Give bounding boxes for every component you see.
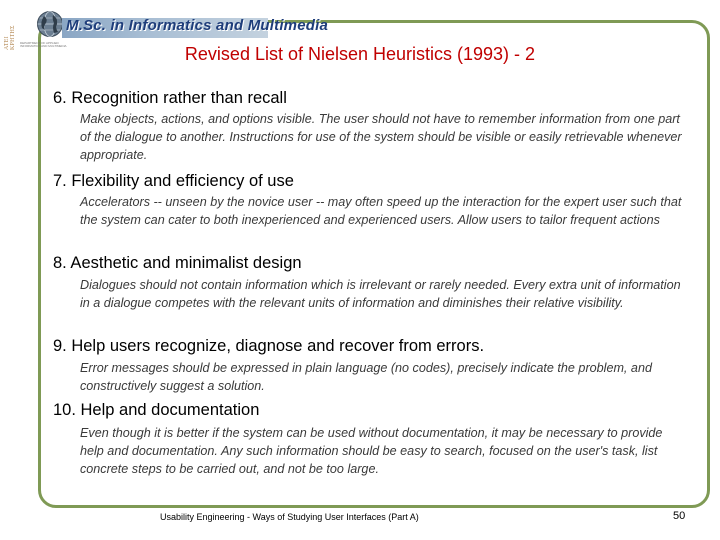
globe-icon (36, 10, 64, 38)
heuristic-9-heading: 9. Help users recognize, diagnose and recover from errors. (53, 337, 485, 355)
logo-title: M.Sc. in Informatics and Multimedia (66, 17, 329, 34)
page-number: 50 (673, 510, 686, 522)
logo (4, 6, 329, 50)
heuristic-9-body: Error messages should be expressed in plain language (no codes), precisely indicate the problem, and constructively suggest a solution. (80, 361, 652, 393)
heuristic-8-heading: 8. Aesthetic and minimalist design (53, 254, 302, 272)
heuristic-6-heading: 6. Recognition rather than recall (53, 89, 287, 107)
heuristic-7-body: Accelerators -- unseen by the novice user -- may often speed up the interaction for the expert user such that the system can cater to both inexperienced and experienced users. Allow users to tailor frequent actions (80, 195, 682, 227)
heuristic-6-body: Make objects, actions, and options visible. The user should not have to remember information from one part of the dialogue to another. Instructions for use of the system should be visible or easily retrievable whenever appropriate. (80, 112, 682, 162)
heuristic-8-body: Dialogues should not contain information which is irrelevant or rarely needed. Every extra unit of information in a dialogue competes with the relevant units of information and diminishes their relative visibility. (80, 278, 681, 310)
heuristic-10-heading: 10. Help and documentation (53, 401, 260, 419)
heuristic-10-body: Even though it is better if the system can be used without documentation, it may be necessary to provide help and documentation. Any such information should be easy to search, focused on the user's task, list concrete steps to be carried out, and not be too large. (80, 426, 663, 476)
heuristic-7-heading: 7. Flexibility and efficiency of use (53, 172, 294, 190)
slide-title: Revised List of Nielsen Heuristics (1993) - 2 (184, 44, 536, 64)
logo-vertical-text: ΑΤΕΙ ΚΡΗΤΗΣ (4, 25, 16, 50)
logo-subtext: DEPARTMENT OF APPLIED INFORMATICS AND MULTIMEDIA (20, 41, 67, 48)
footer-text: Usability Engineering - Ways of Studying User Interfaces (Part A) (160, 512, 419, 522)
